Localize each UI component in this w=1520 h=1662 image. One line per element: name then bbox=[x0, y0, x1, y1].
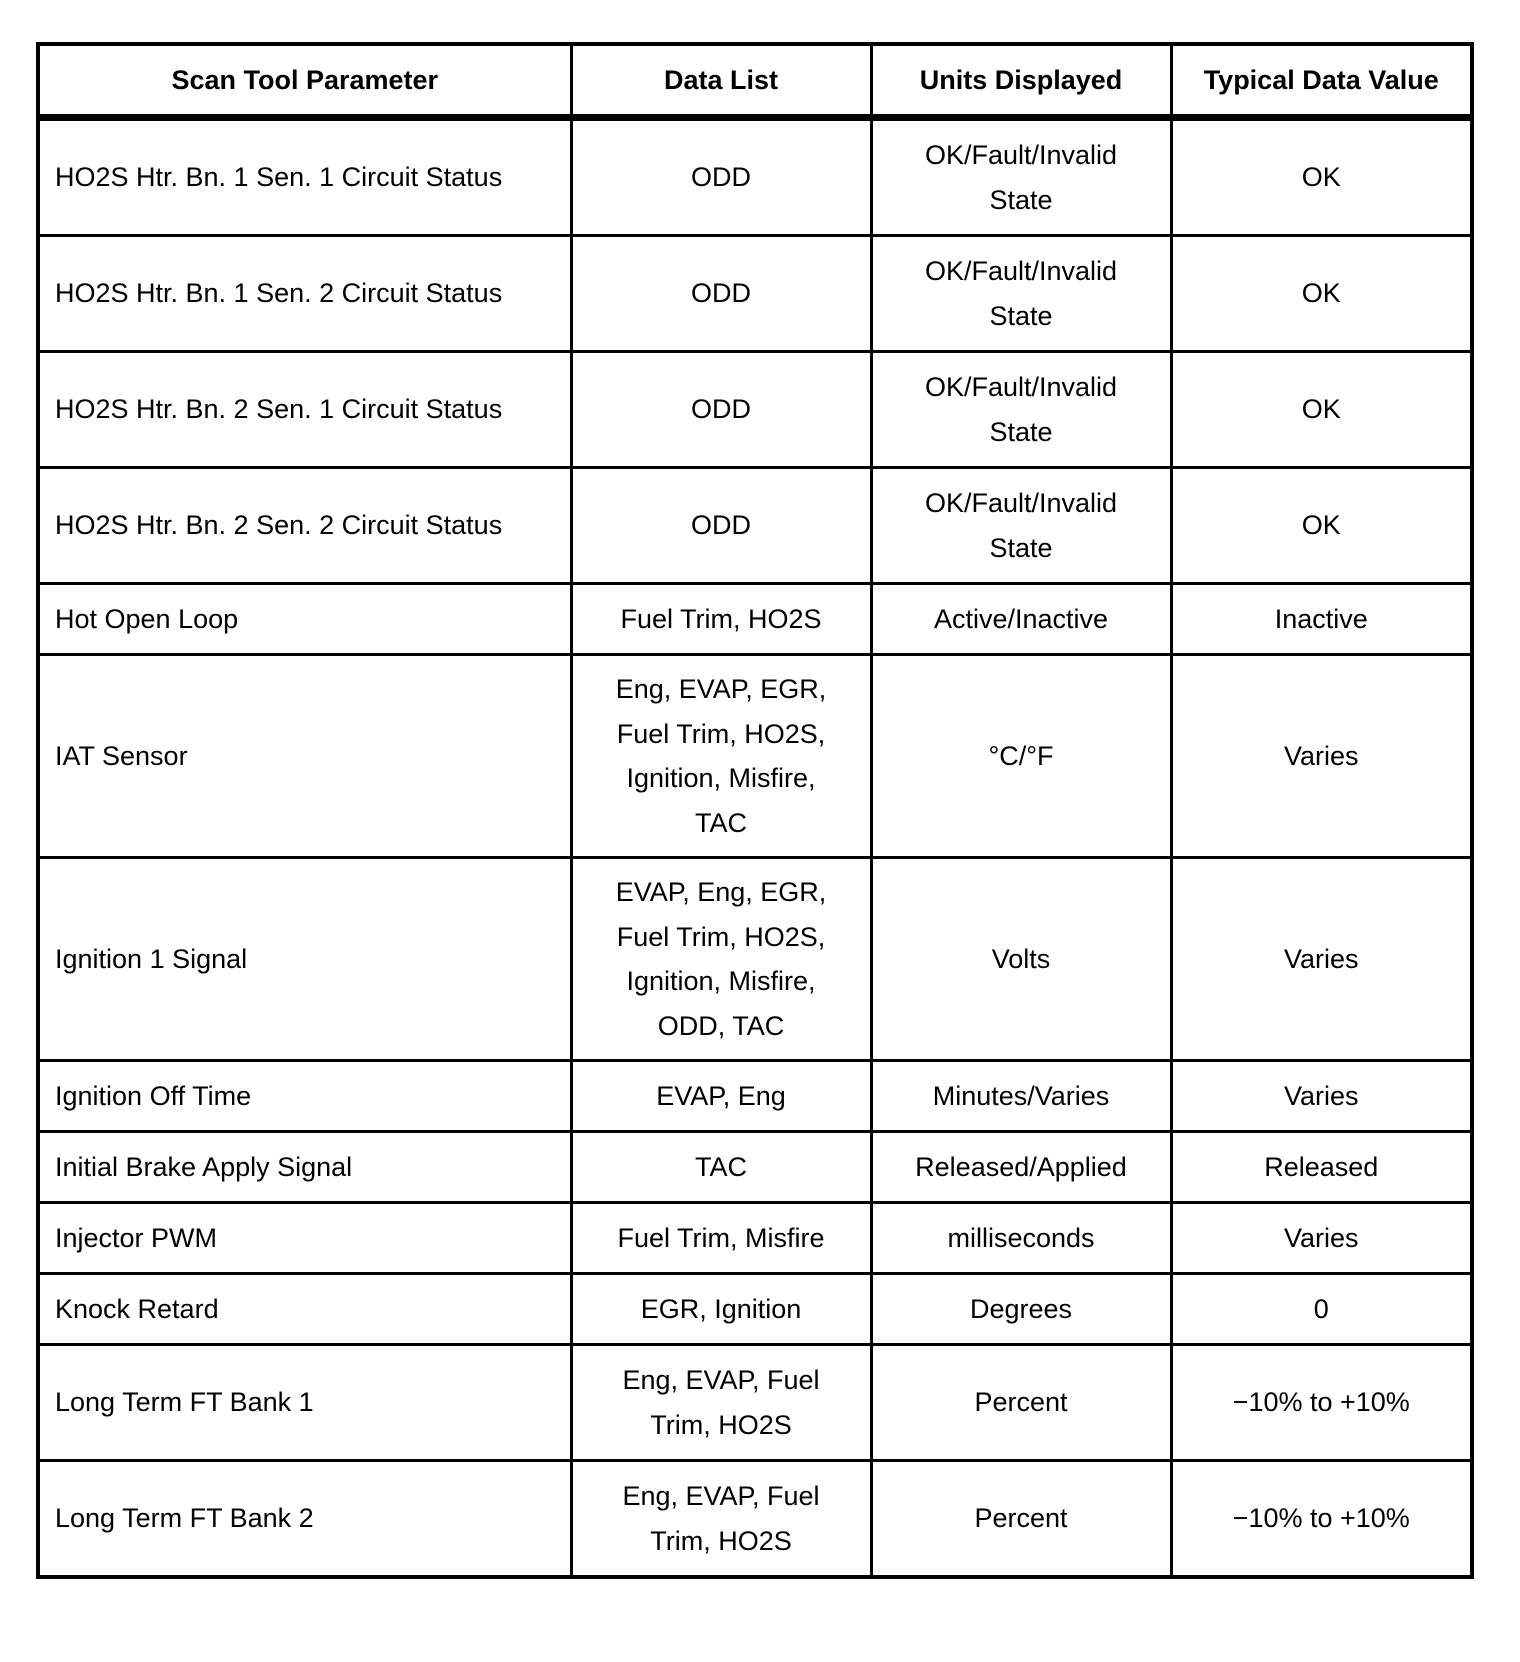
table-row bbox=[38, 1061, 1472, 1132]
data-list-cell: Eng, EVAP, Fuel Trim, HO2S bbox=[571, 1461, 871, 1578]
parameter-cell: Hot Open Loop bbox=[38, 584, 571, 655]
data-list-cell: EGR, Ignition bbox=[571, 1274, 871, 1345]
parameter-cell: Ignition 1 Signal bbox=[38, 858, 571, 1061]
header-row bbox=[38, 44, 1472, 118]
typical-value-cell: OK bbox=[1171, 352, 1472, 468]
data-list-cell: Eng, EVAP, Fuel Trim, HO2S bbox=[571, 1345, 871, 1461]
header-data-list: Data List bbox=[571, 44, 871, 118]
parameter-cell: Long Term FT Bank 1 bbox=[38, 1345, 571, 1461]
table-row bbox=[38, 1274, 1472, 1345]
parameter-cell: Initial Brake Apply Signal bbox=[38, 1132, 571, 1203]
header-typical-data-value: Typical Data Value bbox=[1171, 44, 1472, 118]
table-row bbox=[38, 1203, 1472, 1274]
typical-value-cell: Varies bbox=[1171, 858, 1472, 1061]
data-list-cell: EVAP, Eng bbox=[571, 1061, 871, 1132]
data-list-cell: TAC bbox=[571, 1132, 871, 1203]
parameter-cell: HO2S Htr. Bn. 2 Sen. 2 Circuit Status bbox=[38, 468, 571, 584]
units-cell: Minutes/Varies bbox=[871, 1061, 1171, 1132]
units-cell: °C/°F bbox=[871, 655, 1171, 858]
typical-value-cell: Released bbox=[1171, 1132, 1472, 1203]
table-row bbox=[38, 118, 1472, 236]
units-cell: Volts bbox=[871, 858, 1171, 1061]
units-cell: OK/Fault/Invalid State bbox=[871, 236, 1171, 352]
table-row bbox=[38, 1345, 1472, 1461]
data-list-cell: ODD bbox=[571, 118, 871, 236]
units-cell: Released/Applied bbox=[871, 1132, 1171, 1203]
parameter-cell: HO2S Htr. Bn. 2 Sen. 1 Circuit Status bbox=[38, 352, 571, 468]
typical-value-cell: Varies bbox=[1171, 1203, 1472, 1274]
typical-value-cell: OK bbox=[1171, 236, 1472, 352]
data-list-cell: EVAP, Eng, EGR, Fuel Trim, HO2S, Ignition, Misfire, ODD, TAC bbox=[571, 858, 871, 1061]
units-cell: Degrees bbox=[871, 1274, 1171, 1345]
typical-value-cell: OK bbox=[1171, 468, 1472, 584]
typical-value-cell: Inactive bbox=[1171, 584, 1472, 655]
table-row bbox=[38, 584, 1472, 655]
data-list-cell: Eng, EVAP, EGR, Fuel Trim, HO2S, Ignition, Misfire, TAC bbox=[571, 655, 871, 858]
table-row bbox=[38, 1132, 1472, 1203]
units-cell: OK/Fault/Invalid State bbox=[871, 468, 1171, 584]
typical-value-cell: OK bbox=[1171, 118, 1472, 236]
typical-value-cell: −10% to +10% bbox=[1171, 1461, 1472, 1578]
parameter-cell: HO2S Htr. Bn. 1 Sen. 2 Circuit Status bbox=[38, 236, 571, 352]
header-scan-tool-parameter: Scan Tool Parameter bbox=[38, 44, 571, 118]
table-row bbox=[38, 236, 1472, 352]
units-cell: milliseconds bbox=[871, 1203, 1171, 1274]
table-row bbox=[38, 468, 1472, 584]
parameter-cell: HO2S Htr. Bn. 1 Sen. 1 Circuit Status bbox=[38, 118, 571, 236]
parameter-cell: Injector PWM bbox=[38, 1203, 571, 1274]
parameter-cell: Ignition Off Time bbox=[38, 1061, 571, 1132]
table-row bbox=[38, 1461, 1472, 1578]
parameter-cell: IAT Sensor bbox=[38, 655, 571, 858]
units-cell: Percent bbox=[871, 1345, 1171, 1461]
typical-value-cell: 0 bbox=[1171, 1274, 1472, 1345]
data-list-cell: Fuel Trim, HO2S bbox=[571, 584, 871, 655]
table-row bbox=[38, 858, 1472, 1061]
typical-value-cell: −10% to +10% bbox=[1171, 1345, 1472, 1461]
units-cell: Active/Inactive bbox=[871, 584, 1171, 655]
table-row bbox=[38, 655, 1472, 858]
data-list-cell: ODD bbox=[571, 236, 871, 352]
parameter-cell: Long Term FT Bank 2 bbox=[38, 1461, 571, 1578]
header-units-displayed: Units Displayed bbox=[871, 44, 1171, 118]
typical-value-cell: Varies bbox=[1171, 655, 1472, 858]
data-list-cell: Fuel Trim, Misfire bbox=[571, 1203, 871, 1274]
data-list-cell: ODD bbox=[571, 468, 871, 584]
scan-tool-parameter-table bbox=[36, 42, 1474, 1579]
units-cell: Percent bbox=[871, 1461, 1171, 1578]
data-list-cell: ODD bbox=[571, 352, 871, 468]
parameter-cell: Knock Retard bbox=[38, 1274, 571, 1345]
units-cell: OK/Fault/Invalid State bbox=[871, 118, 1171, 236]
table-row bbox=[38, 352, 1472, 468]
typical-value-cell: Varies bbox=[1171, 1061, 1472, 1132]
units-cell: OK/Fault/Invalid State bbox=[871, 352, 1171, 468]
